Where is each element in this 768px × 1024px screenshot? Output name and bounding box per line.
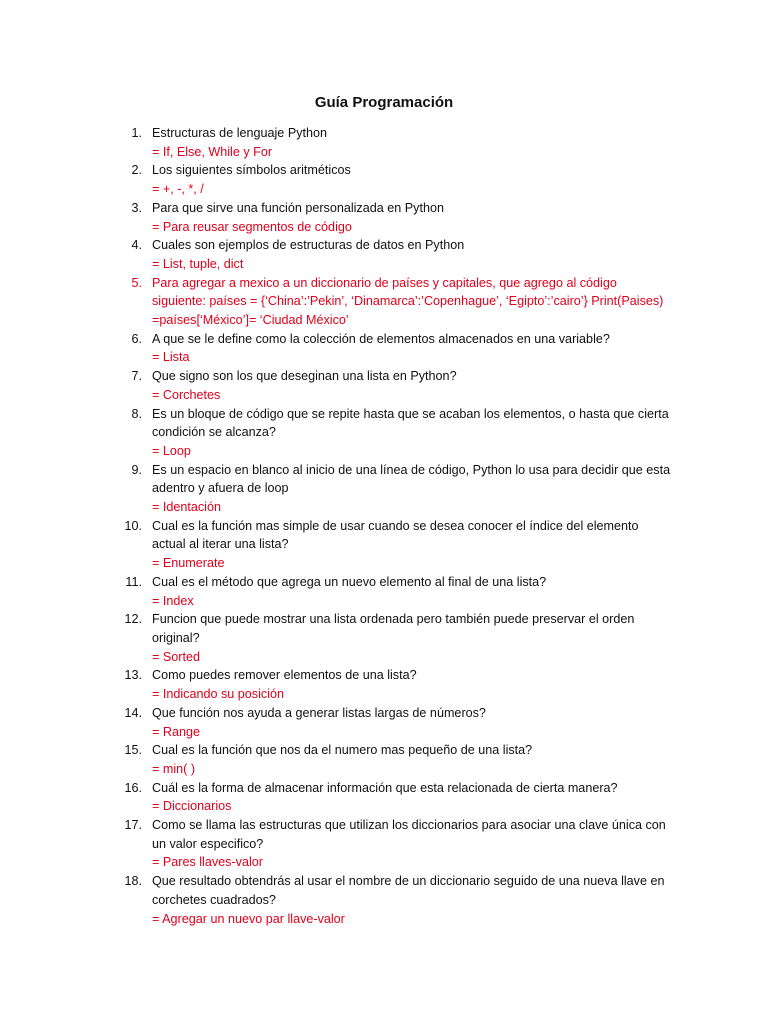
answer-text: = Para reusar segmentos de código bbox=[152, 219, 352, 234]
question-text: A que se le define como la colección de elementos almacenados en una variable? bbox=[152, 331, 610, 346]
question-body bbox=[152, 199, 672, 236]
answer-text: = Diccionarios bbox=[152, 799, 232, 814]
answer-text: = Indicando su posición bbox=[152, 687, 284, 702]
question-body bbox=[152, 573, 672, 610]
answer-text: = Agregar un nuevo par llave-valor bbox=[152, 911, 345, 926]
question-body bbox=[152, 610, 672, 666]
question-number: 12. bbox=[124, 612, 142, 627]
question-number: 17. bbox=[124, 818, 142, 833]
question-text: Cuales son ejemplos de estructuras de datos en Python bbox=[152, 238, 465, 253]
question-item bbox=[0, 274, 768, 330]
answer-text: = Sorted bbox=[152, 649, 200, 664]
question-body bbox=[152, 666, 672, 703]
question-number: 6. bbox=[131, 331, 142, 346]
question-item bbox=[0, 779, 768, 816]
question-body bbox=[152, 741, 672, 778]
question-text: Cual es la función mas simple de usar cuando se desea conocer el índice del elemento actual al iterar una lista? bbox=[152, 518, 639, 552]
question-text: Cual es la función que nos da el numero mas pequeño de una lista? bbox=[152, 743, 533, 758]
question-text: Cual es el método que agrega un nuevo elemento al final de una lista? bbox=[152, 574, 547, 589]
question-body bbox=[152, 330, 672, 367]
question-text: Que función nos ayuda a generar listas largas de números? bbox=[152, 705, 486, 720]
question-body bbox=[152, 779, 672, 816]
question-body bbox=[152, 274, 672, 330]
question-item bbox=[0, 236, 768, 273]
question-item bbox=[0, 161, 768, 198]
answer-text: = Index bbox=[152, 593, 194, 608]
question-item bbox=[0, 666, 768, 703]
question-text: Como puedes remover elementos de una lista? bbox=[152, 668, 417, 683]
answer-text: = If, Else, While y For bbox=[152, 144, 273, 159]
question-item bbox=[0, 367, 768, 404]
question-item bbox=[0, 199, 768, 236]
question-list bbox=[0, 124, 768, 928]
question-item bbox=[0, 872, 768, 928]
question-number: 14. bbox=[124, 705, 142, 720]
question-text: Como se llama las estructuras que utilizan los diccionarios para asociar una clave única con un valor especifico? bbox=[152, 818, 666, 851]
question-number: 4. bbox=[131, 238, 142, 253]
answer-text: = Lista bbox=[152, 350, 190, 365]
question-number: 1. bbox=[131, 126, 142, 140]
question-item bbox=[0, 741, 768, 778]
question-body bbox=[152, 236, 672, 273]
answer-text: = Enumerate bbox=[152, 556, 225, 571]
question-number: 11. bbox=[125, 574, 142, 589]
question-body bbox=[152, 872, 672, 928]
question-text: Cuál es la forma de almacenar información que esta relacionada de cierta manera? bbox=[152, 780, 618, 795]
question-item bbox=[0, 405, 768, 461]
question-text: Para agregar a mexico a un diccionario de países y capitales, que agrego al código siguiente: países = {‘China’:’Pekin’, ‘Dinamarca’:’Copenhague’, ‘Egipto’:’cairo’} Print(Paises) =países[‘México’]= ‘Ciudad México’ bbox=[152, 275, 664, 328]
question-number: 5. bbox=[131, 275, 142, 290]
answer-text: = +, -, *, / bbox=[152, 182, 204, 197]
question-number: 18. bbox=[124, 874, 142, 889]
answer-text: = Pares llaves-valor bbox=[152, 855, 263, 870]
question-number: 9. bbox=[131, 462, 142, 477]
question-text: Los siguientes símbolos aritméticos bbox=[152, 163, 351, 178]
question-number: 15. bbox=[124, 743, 142, 758]
question-item bbox=[0, 517, 768, 573]
question-item bbox=[0, 816, 768, 872]
question-body bbox=[152, 405, 672, 461]
answer-text: = Corchetes bbox=[152, 387, 221, 402]
question-body bbox=[152, 517, 672, 573]
question-item bbox=[0, 461, 768, 517]
question-body bbox=[152, 461, 672, 517]
question-item bbox=[0, 124, 768, 161]
question-number: 10. bbox=[124, 518, 142, 533]
question-item bbox=[0, 704, 768, 741]
question-body bbox=[152, 367, 672, 404]
question-body bbox=[152, 161, 672, 198]
question-number: 7. bbox=[131, 369, 142, 384]
question-number: 13. bbox=[124, 668, 142, 683]
question-number: 8. bbox=[131, 406, 142, 421]
question-item bbox=[0, 573, 768, 610]
question-text: Estructuras de lenguaje Python bbox=[152, 126, 328, 140]
question-number: 2. bbox=[131, 163, 142, 178]
question-number: 16. bbox=[124, 780, 142, 795]
answer-text: = List, tuple, dict bbox=[152, 256, 244, 271]
answer-text: = min( ) bbox=[152, 761, 196, 776]
question-item bbox=[0, 330, 768, 367]
page-title: Guía Programación bbox=[314, 94, 454, 111]
question-item bbox=[0, 610, 768, 666]
question-text: Que signo son los que deseginan una lista en Python? bbox=[152, 369, 457, 384]
question-number: 3. bbox=[131, 200, 142, 215]
answer-text: = Loop bbox=[152, 443, 191, 458]
question-text: Es un espacio en blanco al inicio de una línea de código, Python lo usa para decidir que esta adentro y afuera de loop bbox=[152, 462, 671, 496]
question-text: Es un bloque de código que se repite hasta que se acaban los elementos, o hasta que cierta condición se alcanza? bbox=[152, 406, 669, 440]
question-body bbox=[152, 816, 672, 872]
question-text: Para que sirve una función personalizada en Python bbox=[152, 200, 444, 215]
question-body bbox=[152, 124, 672, 161]
question-text: Funcion que puede mostrar una lista ordenada pero también puede preservar el orden original? bbox=[152, 612, 635, 645]
answer-text: = Range bbox=[152, 724, 200, 739]
question-text: Que resultado obtendrás al usar el nombre de un diccionario seguido de una nueva llave en corchetes cuadrados? bbox=[152, 874, 665, 907]
answer-text: = Identación bbox=[152, 500, 221, 515]
question-body bbox=[152, 704, 672, 741]
